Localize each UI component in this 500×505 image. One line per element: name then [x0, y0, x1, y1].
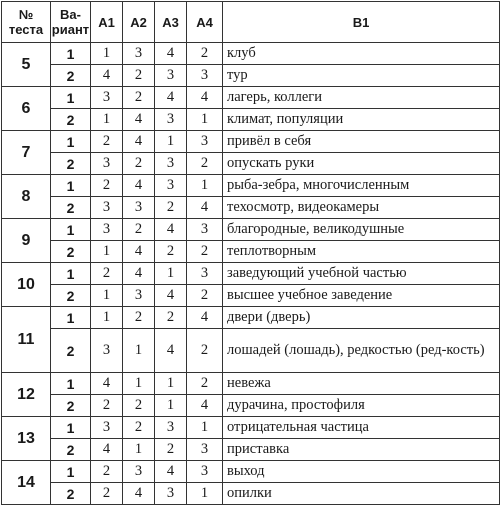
variant-number: 2 — [51, 285, 91, 307]
answer-b1: выход — [223, 461, 500, 483]
answer-b1: высшее учебное заведение — [223, 285, 500, 307]
header-a1: А1 — [91, 2, 123, 43]
answer-a4: 2 — [187, 285, 223, 307]
table-body — [2, 43, 500, 505]
answer-a2: 3 — [123, 43, 155, 65]
answer-a4: 3 — [187, 131, 223, 153]
variant-number: 1 — [51, 131, 91, 153]
answer-a3: 3 — [155, 65, 187, 87]
answer-a1: 3 — [91, 153, 123, 175]
answer-a4: 1 — [187, 483, 223, 505]
variant-number: 1 — [51, 307, 91, 329]
variant-number: 2 — [51, 395, 91, 417]
answer-a1: 4 — [91, 439, 123, 461]
answer-a3: 4 — [155, 285, 187, 307]
header-b1: В1 — [223, 2, 500, 43]
test-number: 14 — [2, 461, 51, 505]
variant-number: 1 — [51, 87, 91, 109]
answer-a3: 4 — [155, 461, 187, 483]
answer-a4: 4 — [187, 197, 223, 219]
answer-a2: 3 — [123, 285, 155, 307]
variant-number: 2 — [51, 65, 91, 87]
variant-number: 1 — [51, 373, 91, 395]
answer-a3: 3 — [155, 417, 187, 439]
answer-a2: 1 — [123, 329, 155, 373]
variant-number: 2 — [51, 197, 91, 219]
answer-b1: лошадей (лошадь), редкостью (ред-кость) — [223, 329, 500, 373]
test-number: 12 — [2, 373, 51, 417]
answer-a4: 3 — [187, 439, 223, 461]
answer-a2: 4 — [123, 263, 155, 285]
answer-b1: климат, популяции — [223, 109, 500, 131]
variant-number: 2 — [51, 153, 91, 175]
answer-a1: 1 — [91, 307, 123, 329]
answer-a1: 3 — [91, 87, 123, 109]
answer-a1: 2 — [91, 131, 123, 153]
answer-a2: 2 — [123, 395, 155, 417]
table-row — [2, 329, 500, 373]
answer-a3: 1 — [155, 373, 187, 395]
header-a4: А4 — [187, 2, 223, 43]
header-row — [2, 2, 500, 43]
answer-a2: 4 — [123, 241, 155, 263]
answer-a2: 2 — [123, 65, 155, 87]
table-row — [2, 417, 500, 439]
answer-b1: рыба-зебра, многочисленным — [223, 175, 500, 197]
answer-b1: техосмотр, видеокамеры — [223, 197, 500, 219]
variant-number: 2 — [51, 241, 91, 263]
variant-number: 2 — [51, 329, 91, 373]
answer-b1: лагерь, коллеги — [223, 87, 500, 109]
answer-a1: 3 — [91, 329, 123, 373]
table-row — [2, 461, 500, 483]
table-row — [2, 395, 500, 417]
table-row — [2, 131, 500, 153]
answer-a1: 2 — [91, 263, 123, 285]
answer-a4: 3 — [187, 65, 223, 87]
answer-a4: 4 — [187, 87, 223, 109]
answer-a3: 2 — [155, 241, 187, 263]
answer-a4: 2 — [187, 329, 223, 373]
test-number: 8 — [2, 175, 51, 219]
table-row — [2, 65, 500, 87]
answer-a2: 4 — [123, 131, 155, 153]
variant-number: 1 — [51, 175, 91, 197]
answer-b1: приставка — [223, 439, 500, 461]
answer-a4: 3 — [187, 461, 223, 483]
answer-a3: 3 — [155, 175, 187, 197]
answer-b1: теплотворным — [223, 241, 500, 263]
table-row — [2, 263, 500, 285]
answer-a3: 3 — [155, 109, 187, 131]
answer-a1: 2 — [91, 483, 123, 505]
table-row — [2, 285, 500, 307]
answer-a2: 1 — [123, 439, 155, 461]
header-variant: Ва-риант — [51, 2, 91, 43]
answer-a1: 3 — [91, 219, 123, 241]
variant-number: 2 — [51, 483, 91, 505]
test-number: 9 — [2, 219, 51, 263]
test-number: 11 — [2, 307, 51, 373]
answer-b1: отрицательная частица — [223, 417, 500, 439]
header-a3: А3 — [155, 2, 187, 43]
header-a2: А2 — [123, 2, 155, 43]
answer-a3: 1 — [155, 395, 187, 417]
answer-a3: 4 — [155, 329, 187, 373]
table-row — [2, 373, 500, 395]
test-number: 5 — [2, 43, 51, 87]
table-row — [2, 241, 500, 263]
answer-a4: 2 — [187, 241, 223, 263]
table-row — [2, 87, 500, 109]
answer-a1: 3 — [91, 197, 123, 219]
answer-b1: заведующий учебной частью — [223, 263, 500, 285]
answer-a4: 1 — [187, 417, 223, 439]
answer-b1: невежа — [223, 373, 500, 395]
answer-a1: 3 — [91, 417, 123, 439]
answer-a1: 4 — [91, 373, 123, 395]
table-row — [2, 197, 500, 219]
answer-b1: тур — [223, 65, 500, 87]
answer-a1: 2 — [91, 461, 123, 483]
answer-b1: дурачина, простофиля — [223, 395, 500, 417]
answer-a2: 4 — [123, 109, 155, 131]
answer-b1: двери (дверь) — [223, 307, 500, 329]
answer-a2: 4 — [123, 483, 155, 505]
table-row — [2, 109, 500, 131]
variant-number: 1 — [51, 263, 91, 285]
answer-a2: 3 — [123, 461, 155, 483]
variant-number: 1 — [51, 417, 91, 439]
answer-a1: 2 — [91, 395, 123, 417]
answer-a4: 2 — [187, 43, 223, 65]
answer-a3: 4 — [155, 43, 187, 65]
answer-a1: 1 — [91, 285, 123, 307]
answer-a4: 3 — [187, 263, 223, 285]
table-row — [2, 175, 500, 197]
answer-a4: 4 — [187, 307, 223, 329]
answer-b1: клуб — [223, 43, 500, 65]
test-number: 7 — [2, 131, 51, 175]
table-row — [2, 439, 500, 461]
answer-a1: 2 — [91, 175, 123, 197]
answer-a1: 4 — [91, 65, 123, 87]
answer-a2: 2 — [123, 307, 155, 329]
answer-a1: 1 — [91, 43, 123, 65]
table-row — [2, 153, 500, 175]
table-row — [2, 43, 500, 65]
answer-a2: 3 — [123, 197, 155, 219]
answer-a1: 1 — [91, 109, 123, 131]
answer-a4: 2 — [187, 373, 223, 395]
answer-a3: 1 — [155, 131, 187, 153]
answer-a2: 1 — [123, 373, 155, 395]
variant-number: 2 — [51, 439, 91, 461]
header-test-no: № теста — [2, 2, 51, 43]
answer-a2: 4 — [123, 175, 155, 197]
table-row — [2, 307, 500, 329]
table-row — [2, 219, 500, 241]
answer-a3: 2 — [155, 307, 187, 329]
answer-a4: 2 — [187, 153, 223, 175]
answers-table — [1, 1, 500, 505]
answer-a2: 2 — [123, 417, 155, 439]
answer-a3: 2 — [155, 439, 187, 461]
answer-a3: 1 — [155, 263, 187, 285]
variant-number: 1 — [51, 461, 91, 483]
answer-b1: благородные, великодушные — [223, 219, 500, 241]
answer-a2: 2 — [123, 219, 155, 241]
answer-b1: опилки — [223, 483, 500, 505]
answer-a2: 2 — [123, 87, 155, 109]
answer-a4: 3 — [187, 219, 223, 241]
answer-b1: опускать руки — [223, 153, 500, 175]
answer-a2: 2 — [123, 153, 155, 175]
answer-a3: 3 — [155, 483, 187, 505]
answer-a3: 2 — [155, 197, 187, 219]
answer-a3: 3 — [155, 153, 187, 175]
answer-a3: 4 — [155, 219, 187, 241]
test-number: 13 — [2, 417, 51, 461]
answer-a3: 4 — [155, 87, 187, 109]
answer-a4: 1 — [187, 109, 223, 131]
variant-number: 1 — [51, 219, 91, 241]
answer-a4: 4 — [187, 395, 223, 417]
variant-number: 2 — [51, 109, 91, 131]
variant-number: 1 — [51, 43, 91, 65]
answer-a1: 1 — [91, 241, 123, 263]
test-number: 6 — [2, 87, 51, 131]
answer-b1: привёл в себя — [223, 131, 500, 153]
answer-a4: 1 — [187, 175, 223, 197]
test-number: 10 — [2, 263, 51, 307]
